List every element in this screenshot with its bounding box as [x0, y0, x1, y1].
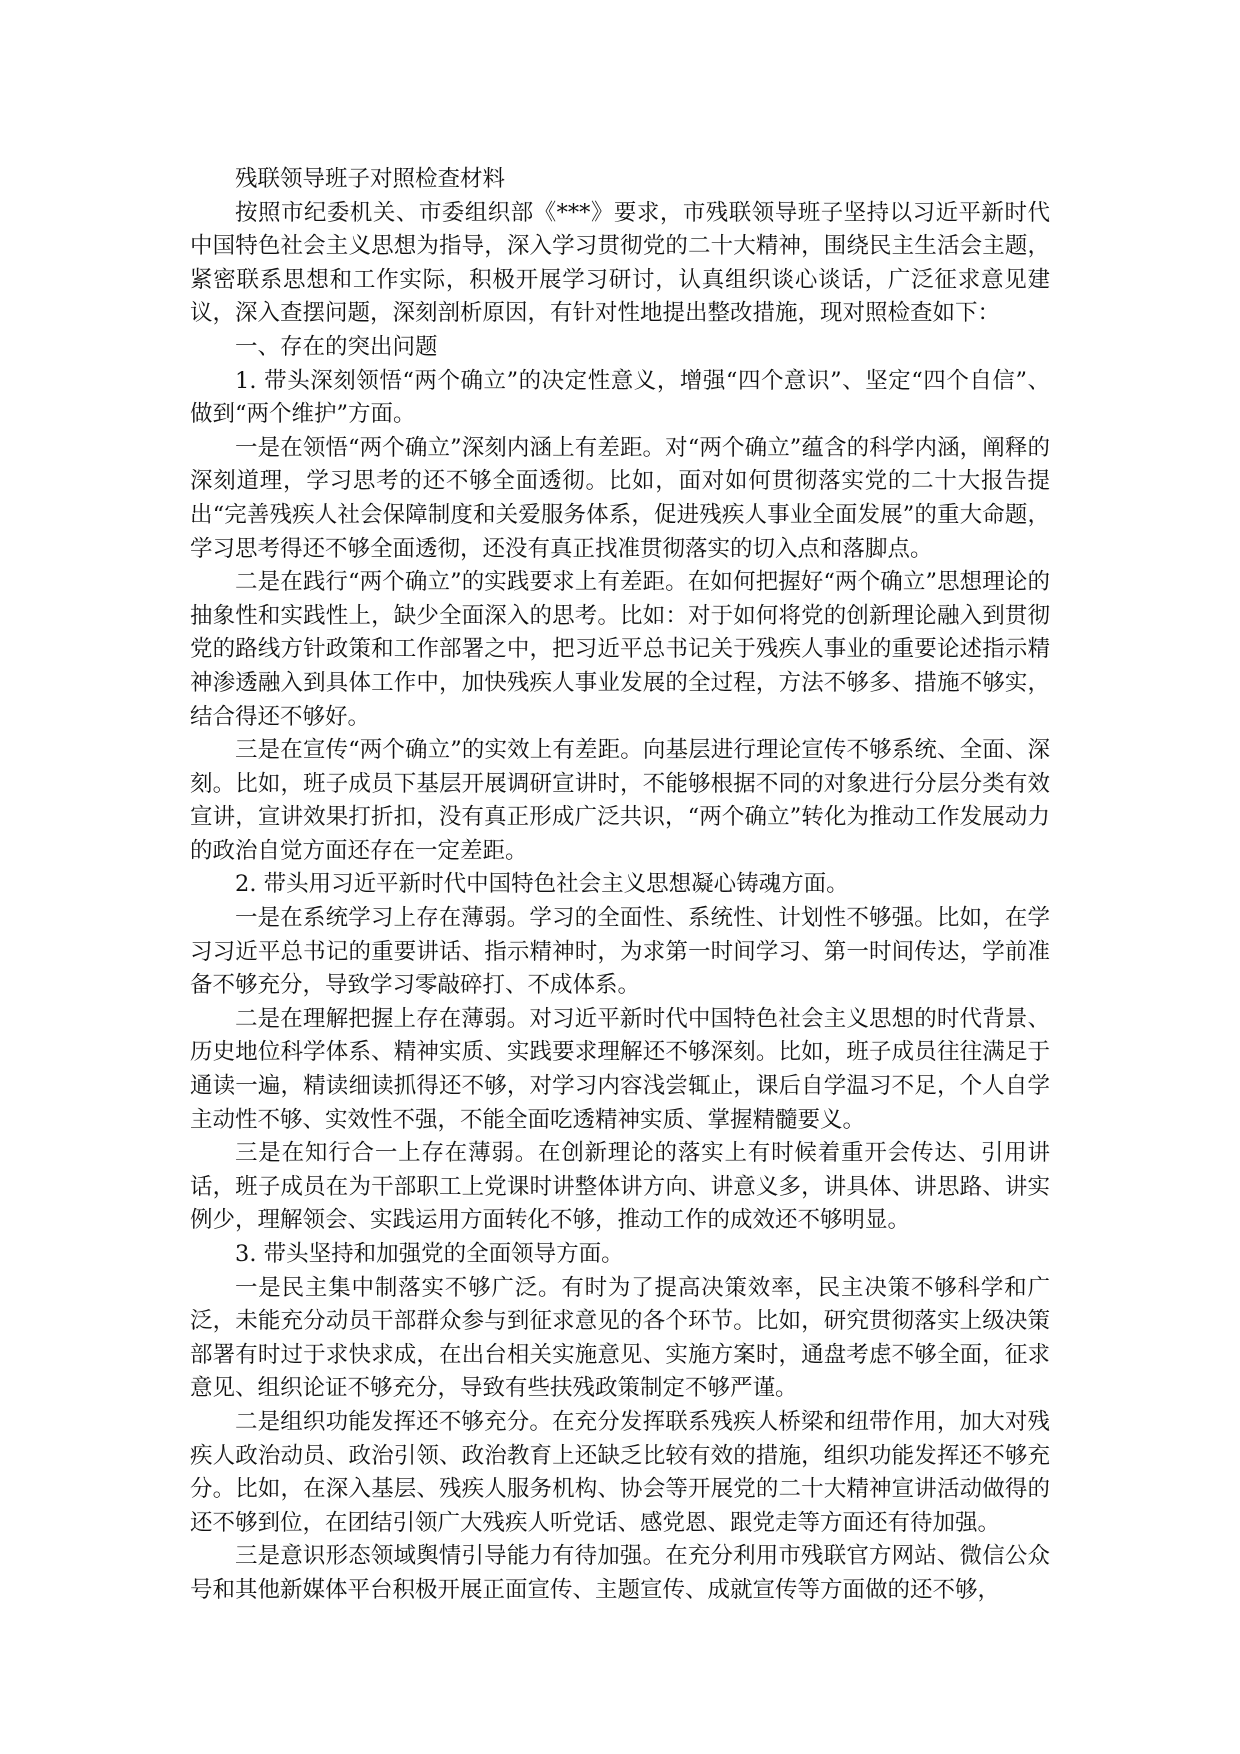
- paragraph-1-1: 一是在领悟“两个确立”深刻内涵上有差距。对“两个确立”蕴含的科学内涵，阐释的深刻道理，学习思考的还不够全面透彻。比如，面对如何贯彻落实党的二十大报告提出“完善残疾人社会保障制度和关爱服务体系，促进残疾人事业全面发展”的重大命题，学习思考得还不够全面透彻，还没有真正找准贯彻落实的切入点和落脚点。: [190, 434, 1050, 562]
- document-title: 残联领导班子对照检查材料: [235, 166, 506, 192]
- paragraph-2-3: 三是在知行合一上存在薄弱。在创新理论的落实上有时候着重开会传达、引用讲话，班子成员在为干部职工上党课时讲整体讲方向、讲意义多，讲具体、讲思路、讲实例少，理解领会、实践运用方面转化不够，推动工作的成效还不够明显。: [190, 1140, 1050, 1234]
- paragraph-3-3: 三是意识形态领域舆情引导能力有待加强。在充分利用市残联官方网站、微信公众号和其他新媒体平台积极开展正面宣传、主题宣传、成就宣传等方面做的还不够，: [190, 1543, 1050, 1603]
- document-body: [190, 163, 1050, 1608]
- subheading-2: 2. 带头用习近平新时代中国特色社会主义思想凝心铸魂方面。: [235, 871, 849, 898]
- paragraph-2-2: 二是在理解把握上存在薄弱。对习近平新时代中国特色社会主义思想的时代背景、历史地位科学体系、精神实质、实践要求理解还不够深刻。比如，班子成员往往满足于通读一遍，精读细读抓得还不够，对学习内容浅尝辄止，课后自学温习不足，个人自学主动性不够、实效性不强，不能全面吃透精神实质、掌握精髓要义。: [190, 1005, 1050, 1133]
- paragraph-intro: 按照市纪委机关、市委组织部《***》要求，市残联领导班子坚持以习近平新时代中国特色社会主义思想为指导，深入学习贯彻党的二十大精神，围绕民主生活会主题，紧密联系思想和工作实际，积极开展学习研讨，认真组织谈心谈话，广泛征求意见建议，深入查摆问题，深刻剖析原因，有针对性地提出整改措施，现对照检查如下：: [190, 199, 1050, 327]
- paragraph-3-2: 二是组织功能发挥还不够充分。在充分发挥联系残疾人桥梁和纽带作用，加大对残疾人政治动员、政治引领、政治教育上还缺乏比较有效的措施，组织功能发挥还不够充分。比如，在深入基层、残疾人服务机构、协会等开展党的二十大精神宣讲活动做得的还不够到位，在团结引领广大残疾人听党话、感党恩、跟党走等方面还有待加强。: [190, 1408, 1050, 1536]
- subheading-1: 1. 带头深刻领悟“两个确立”的决定性意义，增强“四个意识”、坚定“四个自信”、做到“两个维护”方面。: [190, 367, 1050, 428]
- section-heading-problems: 一、存在的突出问题: [235, 333, 438, 360]
- paragraph-1-2: 二是在践行“两个确立”的实践要求上有差距。在如何把握好“两个确立”思想理论的抽象性和实践性上，缺少全面深入的思考。比如：对于如何将党的创新理论融入到贯彻党的路线方针政策和工作部署之中，把习近平总书记关于残疾人事业的重要论述指示精神渗透融入到具体工作中，加快残疾人事业发展的全过程，方法不够多、措施不够实，结合得还不够好。: [190, 569, 1050, 730]
- paragraph-1-3: 三是在宣传“两个确立”的实效上有差距。向基层进行理论宣传不够系统、全面、深刻。比如，班子成员下基层开展调研宣讲时，不能够根据不同的对象进行分层分类有效宣讲，宣讲效果打折扣，没有真正形成广泛共识，“两个确立”转化为推动工作发展动力的政治自觉方面还存在一定差距。: [190, 737, 1050, 864]
- subheading-3: 3. 带头坚持和加强党的全面领导方面。: [235, 1241, 624, 1267]
- paragraph-2-1: 一是在系统学习上存在薄弱。学习的全面性、系统性、计划性不够强。比如，在学习习近平总书记的重要讲话、指示精神时，为求第一时间学习、第一时间传达，学前准备不够充分，导致学习零敲碎打、不成体系。: [190, 905, 1050, 999]
- paragraph-3-1: 一是民主集中制落实不够广泛。有时为了提高决策效率，民主决策不够科学和广泛，未能充分动员干部群众参与到征求意见的各个环节。比如，研究贯彻落实上级决策部署有时过于求快求成，在出台相关实施意见、实施方案时，通盘考虑不够全面，征求意见、组织论证不够充分，导致有些扶残政策制定不够严谨。: [190, 1274, 1050, 1402]
